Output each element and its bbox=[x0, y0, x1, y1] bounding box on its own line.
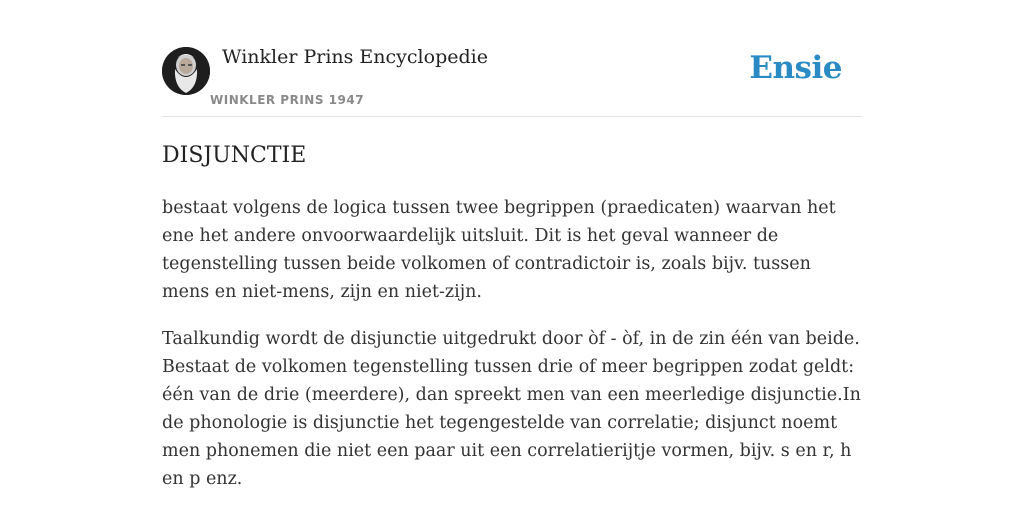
entry-paragraph-2: Taalkundig wordt de disjunctie uitgedrukt door òf - òf, in de zin één van beide. Bestaat de volkomen tegenstelling tussen drie of meer begrippen zodat geldt: één van de drie (meerdere), dan spreekt men van een meerledige disjunctie.In de phonologie is disjunctie het tegengestelde van correlatie; disjunct noemt men phonemen die niet een paar uit een correlatierijtje vormen, bijv. s en r, h en p enz. bbox=[162, 329, 861, 489]
brand-logo[interactable]: Ensie bbox=[749, 50, 842, 86]
source-label[interactable]: WINKLER PRINS 1947 bbox=[210, 93, 365, 107]
entry-title: DISJUNCTIE bbox=[162, 143, 307, 168]
avatar[interactable] bbox=[162, 47, 210, 95]
bearded-man-portrait-icon bbox=[162, 47, 210, 95]
header bbox=[162, 0, 862, 117]
site-title[interactable]: Winkler Prins Encyclopedie bbox=[222, 46, 488, 68]
entry-paragraph-1: bestaat volgens de logica tussen twee begrippen (praedicaten) waarvan het ene het andere onvoorwaardelijk uitsluit. Dit is het geval wanneer de tegenstelling tussen beide volkomen of contradictoir is, zoals bijv. tussen mens en niet-mens, zijn en niet-zijn. bbox=[162, 198, 836, 302]
page bbox=[162, 0, 862, 493]
